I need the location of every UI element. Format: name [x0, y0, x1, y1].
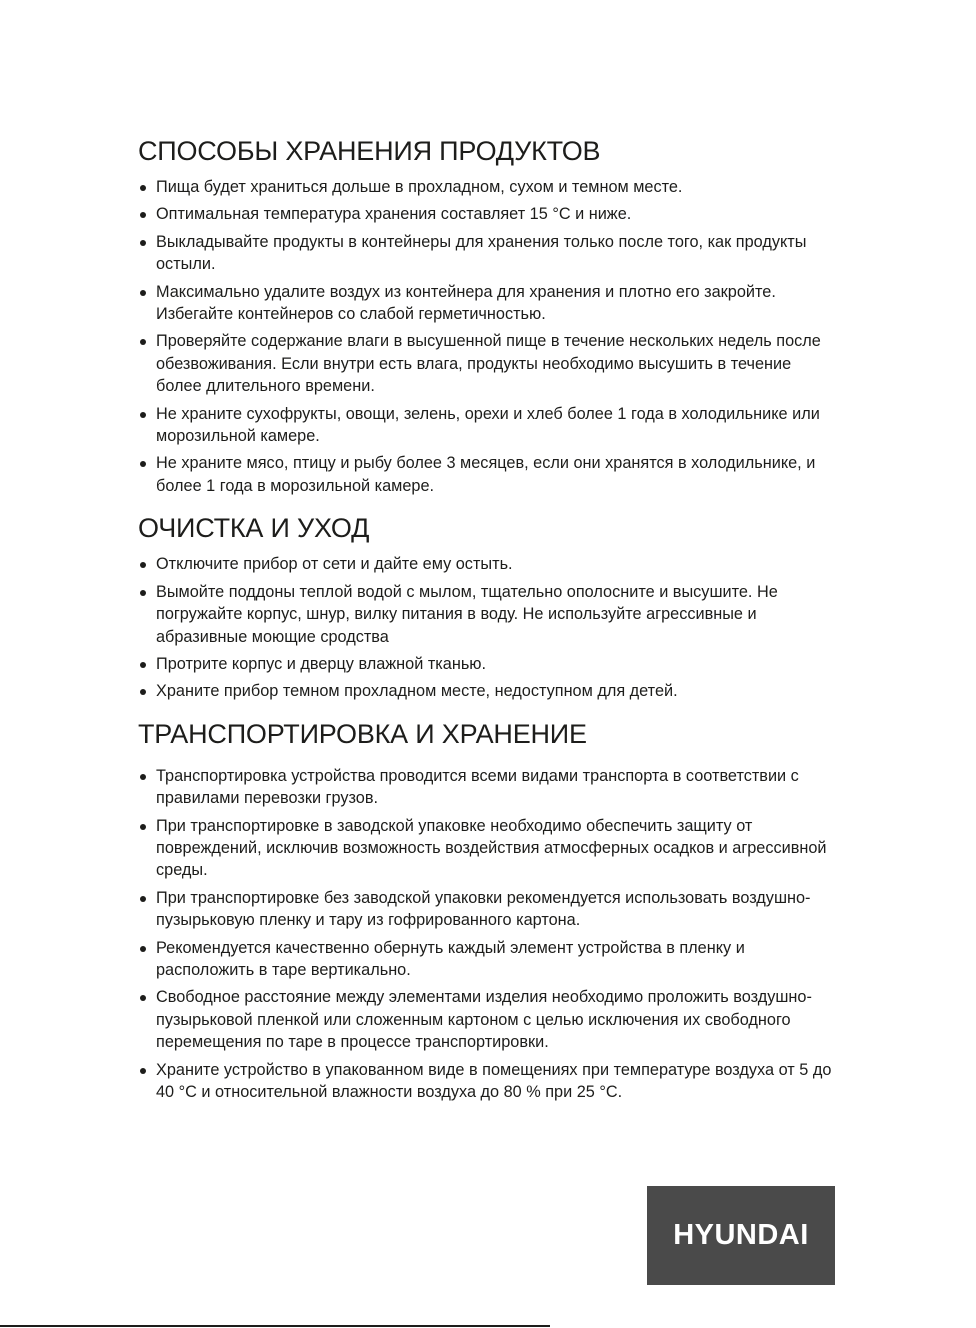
list-item: Отключите прибор от сети и дайте ему остыть.: [138, 553, 838, 575]
list-item: Выкладывайте продукты в контейнеры для хранения только после того, как продукты остыли.: [138, 231, 838, 276]
list-item: Протрите корпус и дверцу влажной тканью.: [138, 653, 838, 675]
section-title-transport-storage: ТРАНСПОРТИРОВКА И ХРАНЕНИЕ: [138, 718, 587, 749]
section-transport-storage: [138, 717, 838, 1104]
bottom-divider: [0, 1325, 550, 1327]
list-item: Проверяйте содержание влаги в высушенной пище в течение нескольких недель после обезвоживания. Если внутри есть влага, продукты необходимо высушить в течение более длительного времени.: [138, 330, 838, 397]
list-item: Транспортировка устройства проводится всеми видами транспорта в соответствии с правилами перевозки грузов.: [138, 765, 838, 810]
document-content: [138, 134, 838, 1108]
list-item: Свободное расстояние между элементами изделия необходимо проложить воздушно-пузырьковой пленкой или сложенным картоном с целью исключения их свободного перемещения по таре в процессе транспортировки.: [138, 986, 838, 1053]
list-item: Храните прибор темном прохладном месте, недоступном для детей.: [138, 680, 838, 702]
list-item: Храните устройство в упакованном виде в помещениях при температуре воздуха от 5 до 40 °С и относительной влажности воздуха до 80 % при 25 °С.: [138, 1059, 838, 1104]
list-item: Пища будет храниться дольше в прохладном, сухом и темном месте.: [138, 176, 838, 198]
transport-storage-list: [138, 765, 838, 1104]
list-item: Рекомендуется качественно обернуть каждый элемент устройства в пленку и расположить в таре вертикально.: [138, 937, 838, 982]
list-item: Не храните мясо, птицу и рыбу более 3 месяцев, если они хранятся в холодильнике, и более 1 года в морозильной камере.: [138, 452, 838, 497]
section-title-food-storage: СПОСОБЫ ХРАНЕНИЯ ПРОДУКТОВ: [138, 136, 601, 166]
list-item: При транспортировке в заводской упаковке необходимо обеспечить защиту от повреждений, исключив возможность воздействия атмосферных осадков и агрессивной среды.: [138, 815, 838, 882]
section-cleaning-care: [138, 511, 838, 702]
list-item: Вымойте поддоны теплой водой с мылом, тщательно ополосните и высушите. Не погружайте корпус, шнур, вилку питания в воду. Не используйте агрессивные и абразивные моющие сродства: [138, 581, 838, 648]
brand-logo-text: HYUNDAI: [673, 1219, 809, 1251]
brand-logo: [647, 1186, 835, 1285]
list-item: Не храните сухофрукты, овощи, зелень, орехи и хлеб более 1 года в холодильнике или морозильной камере.: [138, 403, 838, 448]
list-item: При транспортировке без заводской упаковки рекомендуется использовать воздушно-пузырьковую пленку и тару из гофрированного картона.: [138, 887, 838, 932]
cleaning-care-list: [138, 553, 838, 702]
section-food-storage: [138, 134, 838, 497]
list-item: Максимально удалите воздух из контейнера для хранения и плотно его закройте. Избегайте контейнеров со слабой герметичностью.: [138, 281, 838, 326]
food-storage-list: [138, 176, 838, 497]
section-title-cleaning-care: ОЧИСТКА И УХОД: [138, 513, 370, 544]
list-item: Оптимальная температура хранения составляет 15 °С и ниже.: [138, 203, 838, 225]
